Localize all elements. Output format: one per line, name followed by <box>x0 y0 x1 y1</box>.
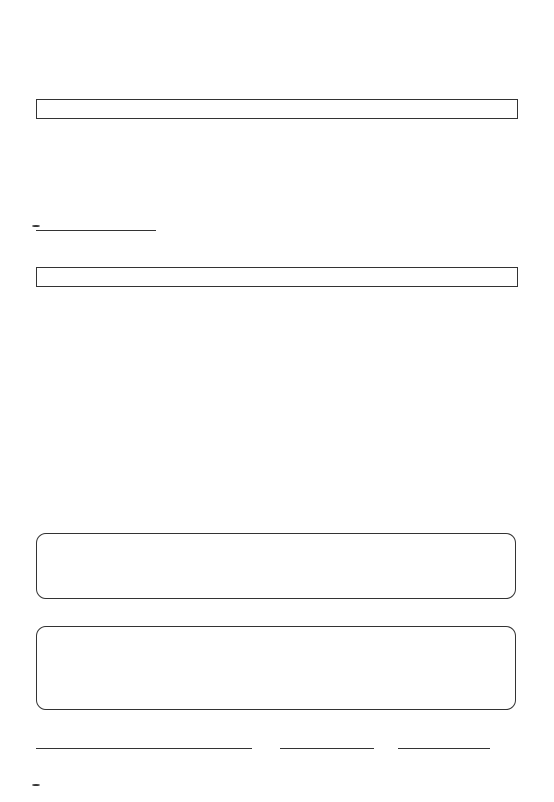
q2-pace-field[interactable] <box>36 214 64 229</box>
consent-yes-option[interactable] <box>32 784 40 786</box>
q3-symptom-table <box>36 267 518 287</box>
q1-other-row <box>37 100 518 119</box>
q4-body-heading <box>40 377 210 395</box>
q4-mind-column <box>202 377 402 413</box>
q4-mind-heading <box>202 377 402 395</box>
gender-underline <box>398 748 490 749</box>
region-underline <box>36 748 252 749</box>
q5-answer-box[interactable] <box>36 533 516 599</box>
q3-other-row <box>37 268 518 287</box>
q6-answer-box[interactable] <box>36 626 516 710</box>
age-underline <box>280 748 374 749</box>
q1-symptom-table <box>36 99 518 119</box>
q2-month-label <box>32 225 40 227</box>
q4-body-column <box>40 377 210 413</box>
q2-underline <box>36 230 156 231</box>
